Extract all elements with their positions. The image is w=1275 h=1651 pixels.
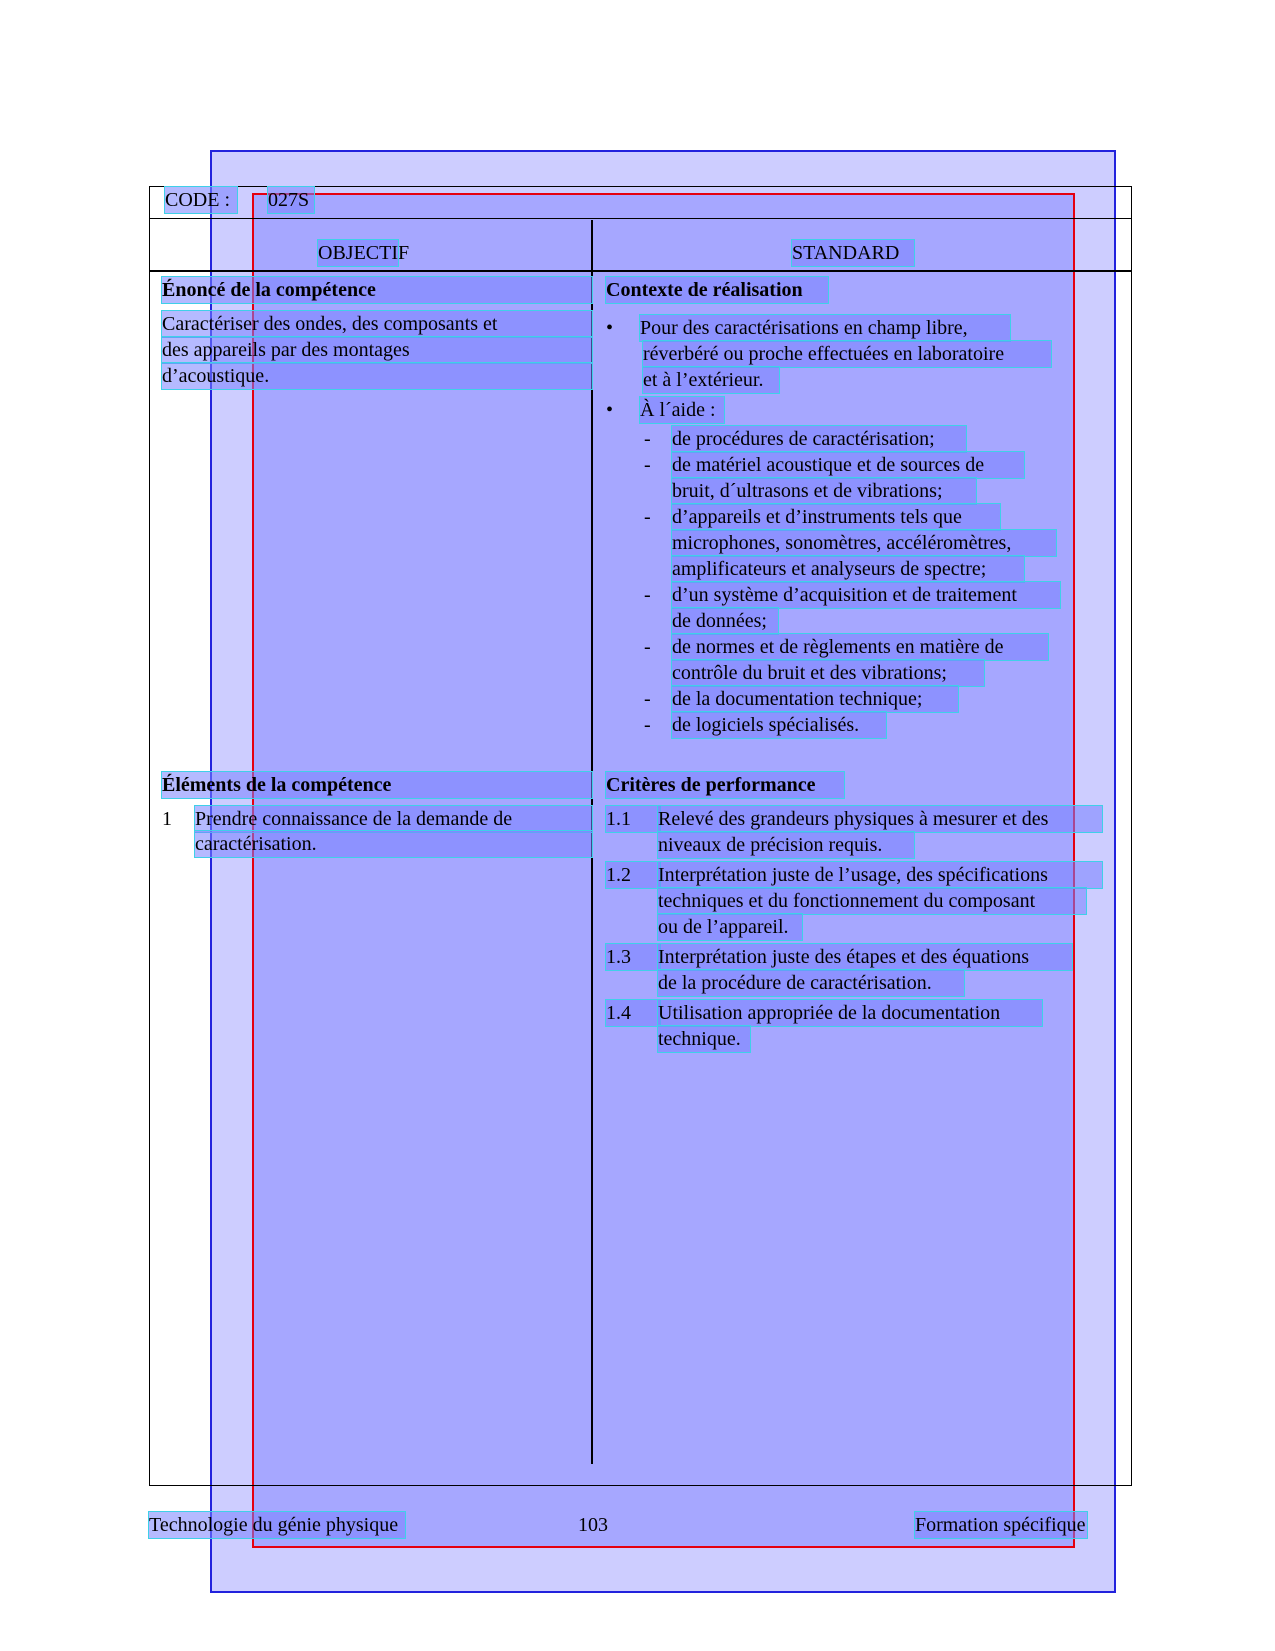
- contexte-title: Contexte de réalisation: [606, 277, 828, 303]
- dash-item-6-line-1: de la documentation technique;: [672, 686, 958, 712]
- criterion-1-line-1: Relevé des grandeurs physiques à mesurer et des: [658, 806, 1102, 832]
- criterion-4-number: 1.4: [606, 1000, 660, 1026]
- dash-item-4-line-1: d’un système d’acquisition et de traitement: [672, 582, 1060, 608]
- bullet-1-line-3: et à l’extérieur.: [643, 367, 779, 393]
- dash-item-3-line-3: amplificateurs et analyseurs de spectre;: [672, 556, 1024, 582]
- column-title-standard: STANDARD: [792, 240, 914, 266]
- bullet-marker: •: [606, 399, 614, 421]
- footer-right: Formation spécifique: [915, 1514, 1086, 1536]
- criteres-title: Critères de performance: [606, 772, 844, 798]
- dash-item-7-line-1: de logiciels spécialisés.: [672, 712, 886, 738]
- column-title-objectif: OBJECTIF: [318, 242, 410, 264]
- criterion-2-line-1: Interprétation juste de l’usage, des spécifications: [658, 862, 1102, 888]
- criterion-4-line-1: Utilisation appropriée de la documentation: [658, 1000, 1042, 1026]
- footer-page-number: 103: [578, 1514, 608, 1536]
- enonce-line-2: des appareils par des montages: [162, 337, 592, 363]
- element-1-line-1: Prendre connaissance de la demande de: [195, 806, 592, 832]
- bullet-2: À l´aide :: [640, 397, 724, 423]
- dash-marker: -: [644, 714, 651, 736]
- code-value: 027S: [268, 187, 314, 213]
- criterion-2-line-3: ou de l’appareil.: [658, 914, 802, 940]
- bullet-1-line-2: réverbéré ou proche effectuées en laboratoire: [643, 341, 1051, 367]
- footer-left: Technologie du génie physique: [149, 1512, 405, 1538]
- criterion-1-line-2: niveaux de précision requis.: [658, 832, 914, 858]
- criterion-2-line-2: techniques et du fonctionnement du composant: [658, 888, 1086, 914]
- dash-item-5-line-1: de normes et de règlements en matière de: [672, 634, 1048, 660]
- dash-item-1-line-1: de procédures de caractérisation;: [672, 426, 966, 452]
- criterion-4-line-2: technique.: [658, 1026, 750, 1052]
- criterion-3-line-2: de la procédure de caractérisation.: [658, 970, 964, 996]
- enonce-line-1: Caractériser des ondes, des composants et: [162, 311, 592, 337]
- bullet-marker: •: [606, 317, 614, 339]
- columns-divider: [149, 270, 1132, 272]
- dash-marker: -: [644, 636, 651, 658]
- bullet-1-line-1: Pour des caractérisations en champ libre,: [640, 315, 1010, 341]
- header-divider: [149, 218, 1132, 219]
- dash-marker: -: [644, 584, 651, 606]
- elements-title: Éléments de la compétence: [162, 772, 592, 798]
- criterion-1-number: 1.1: [606, 806, 660, 832]
- dash-item-5-line-2: contrôle du bruit et des vibrations;: [672, 660, 984, 686]
- code-label: CODE :: [165, 187, 237, 213]
- dash-item-2-line-2: bruit, d´ultrasons et de vibrations;: [672, 478, 976, 504]
- criterion-3-number: 1.3: [606, 944, 660, 970]
- dash-marker: -: [644, 454, 651, 476]
- dash-item-3-line-1: d’appareils et d’instruments tels que: [672, 504, 1000, 530]
- dash-marker: -: [644, 506, 651, 528]
- enonce-line-3: d’acoustique.: [162, 363, 592, 389]
- criterion-2-number: 1.2: [606, 862, 660, 888]
- enonce-title: Énoncé de la compétence: [162, 277, 592, 303]
- element-1-line-2: caractérisation.: [195, 831, 592, 857]
- dash-item-4-line-2: de données;: [672, 608, 778, 634]
- dash-marker: -: [644, 428, 651, 450]
- dash-item-3-line-2: microphones, sonomètres, accéléromètres,: [672, 530, 1056, 556]
- dash-marker: -: [644, 688, 651, 710]
- criterion-3-line-1: Interprétation juste des étapes et des équations: [658, 944, 1072, 970]
- element-1-number: 1: [162, 808, 172, 830]
- dash-item-2-line-1: de matériel acoustique et de sources de: [672, 452, 1024, 478]
